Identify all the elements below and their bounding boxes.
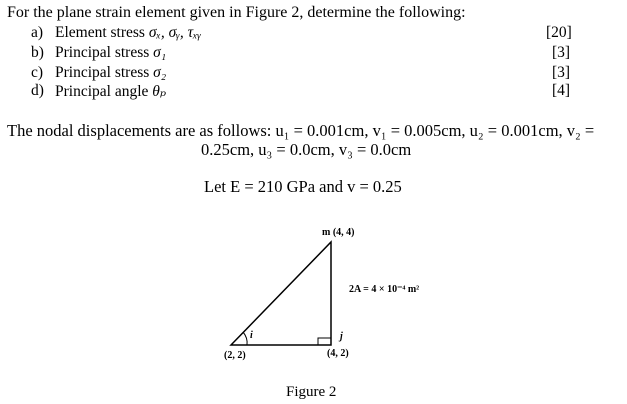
material-properties: Let E = 210 GPa and v = 0.25	[204, 177, 402, 196]
item-a-text: Element stress	[55, 24, 145, 41]
item-d-text: Principal angle	[55, 83, 149, 100]
node-m-label: m (4, 4)	[322, 227, 355, 238]
item-c-text: Principal stress	[55, 64, 150, 81]
area-label: 2A = 4 × 10⁻⁴ m²	[349, 284, 420, 295]
figure-caption: Figure 2	[286, 384, 337, 400]
node-j-label: j	[340, 331, 343, 342]
item-d-symbols: θₚ	[152, 83, 167, 100]
item-letter-a: a)	[31, 24, 44, 41]
displacements-line-2: 0.25cm, u₃ = 0.0cm, v₃ = 0.0cm	[201, 140, 412, 159]
item-c-marks: [3]	[552, 64, 571, 81]
item-a-marks: [20]	[546, 24, 572, 41]
question-intro: For the plane strain element given in Figure 2, determine the following:	[7, 4, 466, 21]
item-letter-b: b)	[31, 44, 44, 61]
coord-j-label: (4, 2)	[327, 348, 349, 359]
item-c-symbols: σ₂	[153, 64, 167, 81]
item-a-symbols: σₓ, σᵧ, τₓᵧ	[148, 24, 202, 41]
item-b-symbols: σ₁	[153, 44, 167, 61]
item-b-text: Principal stress	[55, 44, 150, 61]
item-letter-c: c)	[31, 64, 44, 81]
displacements-line-1: The nodal displacements are as follows: u₁ = 0.001cm, v₁ = 0.005cm, u₂ = 0.001cm, v₂ =	[7, 121, 595, 140]
triangle-element	[231, 242, 331, 345]
item-letter-d: d)	[31, 82, 44, 99]
item-d-marks: [4]	[552, 82, 571, 99]
right-angle-mark-j	[318, 338, 331, 345]
item-b-marks: [3]	[552, 44, 571, 61]
coord-i-label: (2, 2)	[224, 350, 246, 361]
node-i-label: i	[250, 330, 253, 341]
angle-arc-i	[243, 332, 247, 345]
